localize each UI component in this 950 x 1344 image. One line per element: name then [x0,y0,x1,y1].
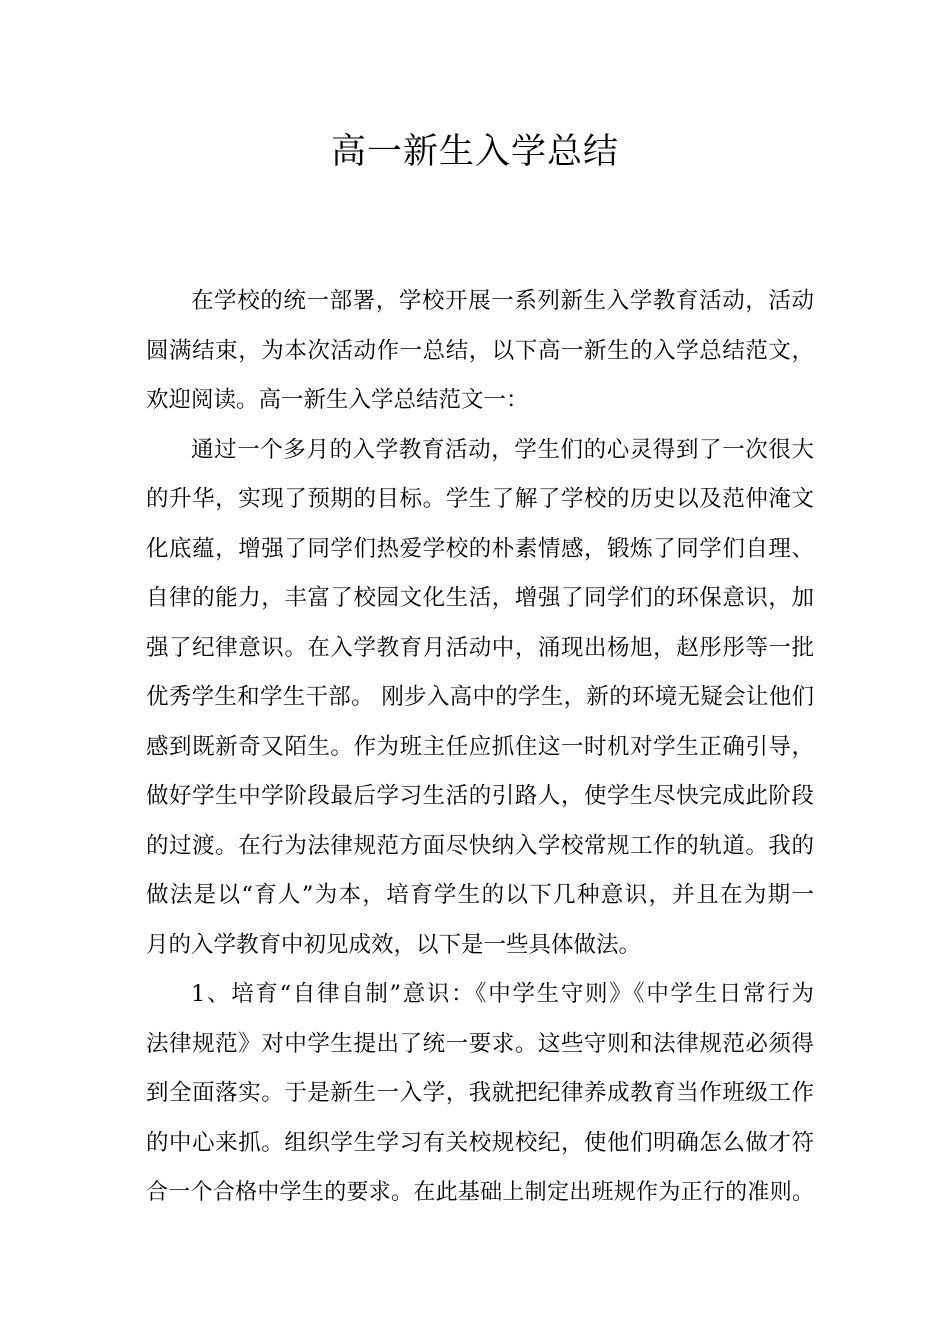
paragraph-line: 自律的能力，丰富了校园文化生活，增强了同学们的环保意识，加 [146,585,814,611]
paragraph-line: 的中心来抓。组织学生学习有关校规校纪，使他们明确怎么做才符 [146,1129,814,1156]
paragraph-line: 感到既新奇又陌生。作为班主任应抓住这一时机对学生正确引导， [146,733,814,760]
paragraph-line: 法律规范》对中学生提出了统一要求。这些守则和法律规范必须得 [146,1030,814,1057]
paragraph-line: 优秀学生和学生干部。 刚步入高中的学生，新的环境无疑会让他们 [146,684,814,710]
document-title: 高一新生入学总结 [330,132,619,172]
paragraph-line: 的升华，实现了预期的目标。学生了解了学校的历史以及范仲淹文 [146,486,814,512]
paragraph-line: 欢迎阅读。高一新生入学总结范文一： [146,387,529,413]
paragraph-line: 月的入学教育中初见成效，以下是一些具体做法。 [146,931,642,958]
paragraph-line: 做法是以“育人”为本，培育学生的以下几种意识，并且在为期一 [146,882,814,908]
paragraph-line: 化底蕴，增强了同学们热爱学校的朴素情感，锻炼了同学们自理、 [146,535,814,562]
document-body [146,284,814,1225]
paragraph-line: 在学校的统一部署，学校开展一系列新生入学教育活动，活动 [191,288,814,314]
paragraph-line: 圆满结束，为本次活动作一总结，以下高一新生的入学总结范文， [146,337,814,364]
paragraph-line: 1、培育“自律自制”意识：《中学生守则》《中学生日常行为 [191,981,814,1007]
paragraph-line: 到全面落实。于是新生一入学，我就把纪律养成教育当作班级工作 [146,1080,814,1106]
paragraph-line: 通过一个多月的入学教育活动，学生们的心灵得到了一次很大 [191,436,814,463]
paragraph-line: 的过渡。在行为法律规范方面尽快纳入学校常规工作的轨道。我的 [146,832,814,859]
paragraph-line: 做好学生中学阶段最后学习生活的引路人，使学生尽快完成此阶段 [146,783,814,809]
paragraph-line: 强了纪律意识。在入学教育月活动中，涌现出杨旭，赵彤彤等一批 [146,634,814,661]
paragraph-line: 合一个合格中学生的要求。在此基础上制定出班规作为正行的准则。 [146,1180,814,1205]
